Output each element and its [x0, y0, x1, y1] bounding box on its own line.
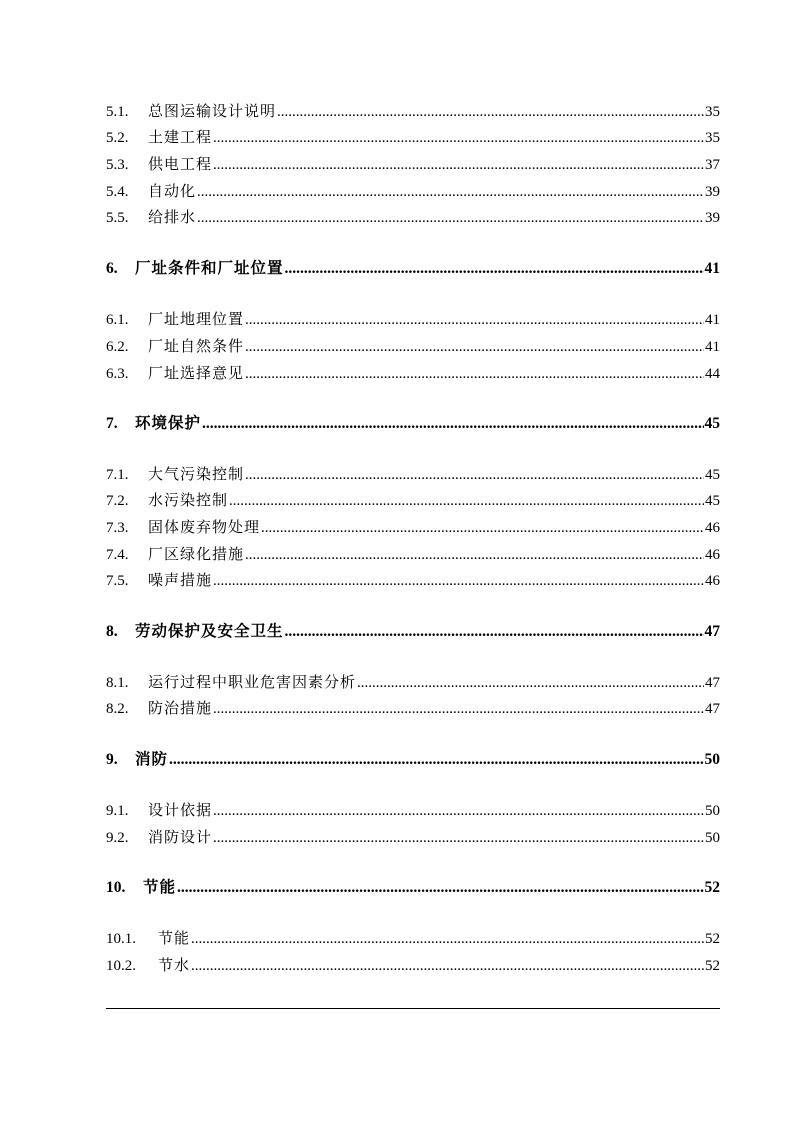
toc-entry-page: 35 — [705, 130, 720, 146]
toc-entry-page: 47 — [705, 675, 720, 691]
toc-entry-5-2[interactable] — [106, 126, 720, 148]
toc-entry-5-1[interactable] — [106, 100, 720, 122]
toc-entry-9-1[interactable] — [106, 799, 720, 821]
toc-entry-page: 41 — [705, 339, 720, 355]
toc-entry-7-1[interactable] — [106, 463, 720, 485]
toc-entry-page: 39 — [705, 184, 720, 200]
toc-chapter-number: 8. — [106, 623, 118, 640]
toc-entry-number: 9.1. — [106, 803, 129, 819]
toc-chapter-number: 9. — [106, 751, 118, 768]
dot-leader — [197, 207, 704, 229]
toc-entry-number: 10.2. — [106, 958, 136, 974]
dot-leader — [213, 570, 704, 592]
toc-entry-page: 44 — [705, 366, 720, 382]
toc-entry-title: 噪声措施 — [148, 571, 213, 589]
toc-entry-page: 47 — [705, 701, 720, 717]
toc-entry-title: 总图运输设计说明 — [148, 102, 277, 120]
toc-entry-number: 8.2. — [106, 701, 129, 717]
toc-entry-number: 5.2. — [106, 130, 129, 146]
footer-divider — [106, 1008, 720, 1009]
toc-entry-number: 5.5. — [106, 210, 129, 226]
toc-entry-title: 大气污染控制 — [148, 465, 245, 483]
dot-leader — [177, 877, 703, 899]
dot-leader — [191, 928, 704, 950]
toc-chapter-number: 7. — [106, 415, 118, 432]
dot-leader — [229, 490, 704, 512]
toc-entry-9-2[interactable] — [106, 826, 720, 848]
toc-chapter-title: 消防 — [135, 749, 169, 768]
dot-leader — [245, 544, 704, 566]
toc-chapter-10[interactable] — [106, 876, 720, 898]
toc-entry-title: 给排水 — [148, 208, 197, 226]
toc-entry-page: 45 — [705, 467, 720, 483]
dot-leader — [197, 181, 704, 203]
toc-entry-number: 7.5. — [106, 573, 129, 589]
toc-chapter-8[interactable] — [106, 620, 720, 642]
toc-entry-5-3[interactable] — [106, 153, 720, 175]
toc-chapter-title: 环境保护 — [135, 413, 202, 432]
dot-leader — [245, 363, 704, 385]
toc-entry-title: 节水 — [158, 956, 191, 974]
toc-entry-10-1[interactable] — [106, 927, 720, 949]
toc-entry-title: 厂区绿化措施 — [148, 545, 245, 563]
toc-entry-title: 自动化 — [148, 182, 197, 200]
dot-leader — [202, 413, 703, 435]
toc-chapter-9[interactable] — [106, 748, 720, 770]
toc-entry-number: 5.4. — [106, 184, 129, 200]
toc-chapter-page: 47 — [704, 623, 720, 640]
dot-leader — [245, 464, 704, 486]
toc-entry-number: 7.2. — [106, 493, 129, 509]
toc-chapter-title: 劳动保护及安全卫生 — [135, 621, 284, 640]
toc-entry-7-4[interactable] — [106, 543, 720, 565]
toc-chapter-number: 6. — [106, 260, 118, 277]
toc-entry-page: 50 — [705, 803, 720, 819]
dot-leader — [285, 621, 704, 643]
toc-entry-title: 水污染控制 — [148, 491, 229, 509]
toc-entry-number: 7.4. — [106, 547, 129, 563]
toc-chapter-page: 41 — [704, 260, 720, 277]
toc-entry-page: 52 — [705, 958, 720, 974]
toc-chapter-page: 45 — [704, 415, 720, 432]
toc-entry-number: 6.3. — [106, 366, 129, 382]
toc-entry-page: 46 — [705, 573, 720, 589]
toc-entry-page: 52 — [705, 931, 720, 947]
toc-entry-6-2[interactable] — [106, 335, 720, 357]
toc-chapter-title: 节能 — [143, 877, 177, 896]
dot-leader — [191, 955, 704, 977]
toc-entry-7-5[interactable] — [106, 569, 720, 591]
toc-chapter-page: 50 — [704, 751, 720, 768]
toc-entry-page: 35 — [705, 104, 720, 120]
toc-chapter-title: 厂址条件和厂址位置 — [135, 258, 284, 277]
toc-entry-number: 7.3. — [106, 520, 129, 536]
toc-entry-page: 37 — [705, 157, 720, 173]
dot-leader — [357, 672, 704, 694]
dot-leader — [245, 336, 704, 358]
toc-entry-5-4[interactable] — [106, 180, 720, 202]
toc-entry-page: 46 — [705, 520, 720, 536]
toc-entry-7-3[interactable] — [106, 516, 720, 538]
toc-entry-10-2[interactable] — [106, 954, 720, 976]
dot-leader — [213, 127, 704, 149]
toc-chapter-page: 52 — [704, 879, 720, 896]
toc-entry-title: 供电工程 — [148, 155, 213, 173]
toc-entry-number: 8.1. — [106, 675, 129, 691]
dot-leader — [285, 258, 704, 280]
dot-leader — [169, 749, 703, 771]
toc-entry-8-2[interactable] — [106, 697, 720, 719]
toc-entry-number: 5.1. — [106, 104, 129, 120]
toc-entry-page: 50 — [705, 830, 720, 846]
toc-entry-title: 厂址地理位置 — [148, 310, 245, 328]
dot-leader — [213, 698, 704, 720]
toc-chapter-6[interactable] — [106, 257, 720, 279]
toc-entry-page: 41 — [705, 312, 720, 328]
toc-entry-number: 6.1. — [106, 312, 129, 328]
toc-entry-5-5[interactable] — [106, 206, 720, 228]
toc-entry-8-1[interactable] — [106, 671, 720, 693]
toc-entry-6-1[interactable] — [106, 308, 720, 330]
toc-entry-title: 设计依据 — [148, 801, 213, 819]
toc-entry-title: 消防设计 — [148, 828, 213, 846]
toc-entry-title: 运行过程中职业危害因素分析 — [148, 673, 357, 691]
dot-leader — [213, 827, 704, 849]
dot-leader — [277, 101, 704, 123]
dot-leader — [213, 800, 704, 822]
toc-entry-6-3[interactable] — [106, 362, 720, 384]
toc-entry-page: 45 — [705, 493, 720, 509]
toc-entry-7-2[interactable] — [106, 489, 720, 511]
dot-leader — [245, 309, 704, 331]
toc-entry-page: 39 — [705, 210, 720, 226]
toc-chapter-7[interactable] — [106, 412, 720, 434]
toc-entry-title: 固体废弃物处理 — [148, 518, 261, 536]
toc-entry-title: 土建工程 — [148, 128, 213, 146]
toc-entry-page: 46 — [705, 547, 720, 563]
toc-entry-number: 7.1. — [106, 467, 129, 483]
toc-entry-number: 9.2. — [106, 830, 129, 846]
toc-entry-number: 10.1. — [106, 931, 136, 947]
toc-entry-number: 5.3. — [106, 157, 129, 173]
dot-leader — [261, 517, 704, 539]
toc-entry-title: 防治措施 — [148, 699, 213, 717]
toc-entry-title: 厂址自然条件 — [148, 337, 245, 355]
toc-chapter-number: 10. — [106, 879, 126, 896]
dot-leader — [213, 154, 704, 176]
toc-entry-title: 厂址选择意见 — [148, 364, 245, 382]
toc-entry-title: 节能 — [158, 929, 191, 947]
toc-entry-number: 6.2. — [106, 339, 129, 355]
